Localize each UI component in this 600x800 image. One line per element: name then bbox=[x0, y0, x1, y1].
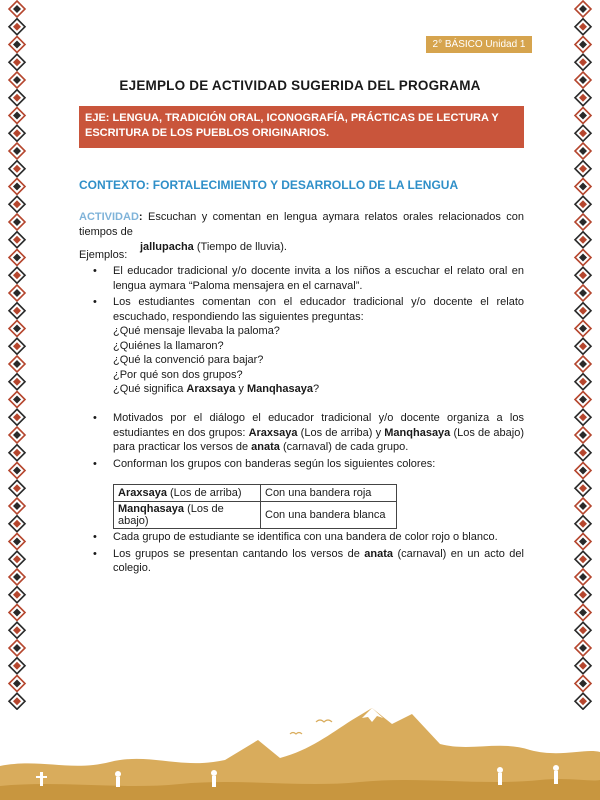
border-diamond bbox=[9, 338, 25, 354]
q5-term-manqhasaya: Manqhasaya bbox=[246, 383, 313, 395]
border-diamond bbox=[9, 250, 25, 266]
border-diamond bbox=[575, 321, 591, 337]
border-diamond bbox=[575, 569, 591, 585]
border-diamond bbox=[575, 498, 591, 514]
border-diamond bbox=[575, 427, 591, 443]
activity-line-2 bbox=[79, 240, 524, 255]
question-5 bbox=[113, 382, 524, 397]
border-diamond bbox=[9, 640, 25, 656]
q5-text-a: ¿Qué significa bbox=[113, 383, 187, 395]
border-diamond bbox=[575, 338, 591, 354]
border-diamond bbox=[9, 37, 25, 53]
list-item-text: Los estudiantes comentan con el educador tradicional y/o docente el relato escuchado, respondiendo las siguientes preguntas: bbox=[113, 296, 524, 323]
list-item bbox=[79, 295, 524, 397]
border-diamond bbox=[575, 516, 591, 532]
list-item bbox=[79, 547, 524, 576]
border-diamond bbox=[9, 19, 25, 35]
examples-label: Ejemplos: bbox=[79, 249, 128, 261]
border-diamond bbox=[9, 587, 25, 603]
border-diamond bbox=[9, 392, 25, 408]
border-diamond bbox=[9, 108, 25, 124]
table-cell-text: (Los de abajo) bbox=[118, 503, 224, 527]
eje-banner: EJE: LENGUA, TRADICIÓN ORAL, ICONOGRAFÍA, PRÁCTICAS DE LECTURA Y ESCRITURA DE LOS PUEBLOS ORIGINARIOS. bbox=[79, 106, 524, 148]
list-item: • Conforman los grupos con banderas según los siguientes colores: bbox=[79, 457, 524, 472]
item3-text-c: (Los de arriba) y bbox=[297, 426, 385, 439]
question-3: ¿Qué la convenció para bajar? bbox=[113, 354, 264, 366]
border-diamond bbox=[9, 480, 25, 496]
grade-unit-badge: 2° BÁSICO Unidad 1 bbox=[426, 36, 532, 53]
table-term-manqhasaya: Manqhasaya bbox=[118, 503, 185, 515]
activity-text-2: (Tiempo de lluvia). bbox=[193, 241, 287, 253]
border-diamond bbox=[575, 267, 591, 283]
item3-term-anata: anata bbox=[251, 441, 280, 453]
border-diamond bbox=[575, 179, 591, 195]
border-diamond bbox=[575, 551, 591, 567]
border-diamond bbox=[9, 321, 25, 337]
item6-text-a: Los grupos se presentan cantando los versos de bbox=[113, 547, 365, 560]
border-diamond bbox=[575, 658, 591, 674]
border-diamond bbox=[575, 605, 591, 621]
list-item bbox=[79, 411, 524, 455]
table-cell-text: (Los de arriba) bbox=[166, 487, 242, 499]
border-diamond bbox=[575, 214, 591, 230]
border-diamond bbox=[9, 569, 25, 585]
border-diamond bbox=[575, 640, 591, 656]
border-diamond bbox=[575, 534, 591, 550]
table-cell: Con una bandera roja bbox=[261, 485, 397, 502]
border-diamond bbox=[9, 196, 25, 212]
border-diamond bbox=[575, 250, 591, 266]
groups-flags-table bbox=[113, 484, 397, 529]
border-diamond bbox=[575, 19, 591, 35]
border-diamond bbox=[575, 676, 591, 692]
border-diamond bbox=[575, 196, 591, 212]
table-row bbox=[114, 485, 397, 502]
item3-text-g: (carnaval) de cada grupo. bbox=[279, 441, 409, 453]
examples-list-3 bbox=[79, 530, 524, 578]
border-diamond bbox=[9, 551, 25, 567]
activity-colon: : bbox=[138, 211, 143, 223]
border-diamond bbox=[9, 54, 25, 70]
border-diamond bbox=[575, 37, 591, 53]
border-diamond bbox=[9, 622, 25, 638]
border-diamond bbox=[575, 125, 591, 141]
border-diamond bbox=[9, 232, 25, 248]
border-diamond bbox=[9, 1, 25, 17]
border-diamond bbox=[575, 232, 591, 248]
border-diamond bbox=[9, 463, 25, 479]
border-diamond bbox=[9, 498, 25, 514]
border-diamond bbox=[9, 143, 25, 159]
border-diamond bbox=[575, 480, 591, 496]
item6-term-anata: anata bbox=[364, 547, 394, 560]
border-diamond bbox=[9, 214, 25, 230]
list-item: • El educador tradicional y/o docente invita a los niños a escuchar el relato oral en lengua aymara “Paloma mensajera en el carnaval”. bbox=[79, 264, 524, 293]
footer-birds bbox=[290, 720, 332, 734]
border-diamond bbox=[575, 409, 591, 425]
item3-text-a: Motivados por el diálogo el educador tradicional y/o docente organiza a los estudiantes en dos grupos: bbox=[113, 412, 524, 439]
border-diamond bbox=[9, 285, 25, 301]
border-diamond bbox=[9, 516, 25, 532]
item6-text-c: (carnaval) en un acto del colegio. bbox=[113, 547, 524, 574]
table-term-araxsaya: Araxsaya bbox=[118, 487, 167, 499]
border-diamond bbox=[9, 125, 25, 141]
left-decorative-border bbox=[6, 0, 28, 710]
border-diamond bbox=[575, 54, 591, 70]
q5-text-e: ? bbox=[312, 383, 320, 395]
border-diamond bbox=[575, 285, 591, 301]
q5-text-c: y bbox=[235, 383, 247, 395]
examples-list-1 bbox=[79, 264, 524, 399]
border-diamond bbox=[575, 108, 591, 124]
border-diamond bbox=[575, 161, 591, 177]
item3-term-araxsaya: Araxsaya bbox=[248, 426, 298, 439]
border-diamond bbox=[575, 463, 591, 479]
border-diamond bbox=[575, 303, 591, 319]
landscape-silhouette-icon bbox=[0, 700, 600, 800]
border-diamond bbox=[9, 303, 25, 319]
border-diamond bbox=[9, 356, 25, 372]
border-diamond bbox=[575, 392, 591, 408]
examples-list-2 bbox=[79, 411, 524, 473]
border-diamond bbox=[9, 267, 25, 283]
border-diamond bbox=[575, 143, 591, 159]
question-2: ¿Quiénes la llamaron? bbox=[113, 339, 224, 352]
border-diamond bbox=[9, 445, 25, 461]
item3-term-manqhasaya: Manqhasaya bbox=[384, 426, 451, 439]
border-diamond bbox=[575, 445, 591, 461]
q5-term-araxsaya: Araxsaya bbox=[186, 383, 236, 395]
table-cell bbox=[114, 485, 261, 502]
page-title: EJEMPLO DE ACTIVIDAD SUGERIDA DEL PROGRAMA bbox=[119, 78, 481, 93]
border-diamond bbox=[9, 161, 25, 177]
border-diamond bbox=[9, 179, 25, 195]
border-diamond bbox=[575, 587, 591, 603]
activity-label: ACTIVIDAD bbox=[79, 211, 139, 223]
border-diamond bbox=[9, 409, 25, 425]
table-row bbox=[114, 502, 397, 529]
table-cell: Con una bandera blanca bbox=[261, 502, 397, 529]
border-diamond bbox=[575, 356, 591, 372]
border-diamond bbox=[575, 90, 591, 106]
border-diamond bbox=[9, 90, 25, 106]
border-diamond bbox=[575, 622, 591, 638]
border-diamond bbox=[9, 427, 25, 443]
activity-term: jallupacha bbox=[140, 241, 194, 253]
border-diamond bbox=[9, 676, 25, 692]
right-decorative-border bbox=[572, 0, 594, 710]
border-diamond bbox=[9, 72, 25, 88]
border-diamond bbox=[575, 374, 591, 390]
border-diamond bbox=[9, 534, 25, 550]
question-4: ¿Por qué son dos grupos? bbox=[113, 368, 243, 381]
activity-text-1: Escuchan y comentan en lengua aymara relatos orales relacionados con tiempos de bbox=[79, 211, 524, 238]
question-1: ¿Qué mensaje llevaba la paloma? bbox=[113, 325, 280, 337]
table-cell bbox=[114, 502, 261, 529]
border-diamond bbox=[9, 374, 25, 390]
border-diamond bbox=[9, 605, 25, 621]
border-diamond bbox=[575, 72, 591, 88]
border-diamond bbox=[9, 658, 25, 674]
activity-paragraph bbox=[79, 210, 524, 255]
list-item: • Cada grupo de estudiante se identifica con una bandera de color rojo o blanco. bbox=[79, 530, 524, 545]
item3-text-e: (Los de abajo) para practicar los versos de bbox=[113, 426, 524, 453]
context-heading: CONTEXTO: FORTALECIMIENTO Y DESARROLLO DE LA LENGUA bbox=[79, 178, 459, 192]
border-diamond bbox=[575, 1, 591, 17]
